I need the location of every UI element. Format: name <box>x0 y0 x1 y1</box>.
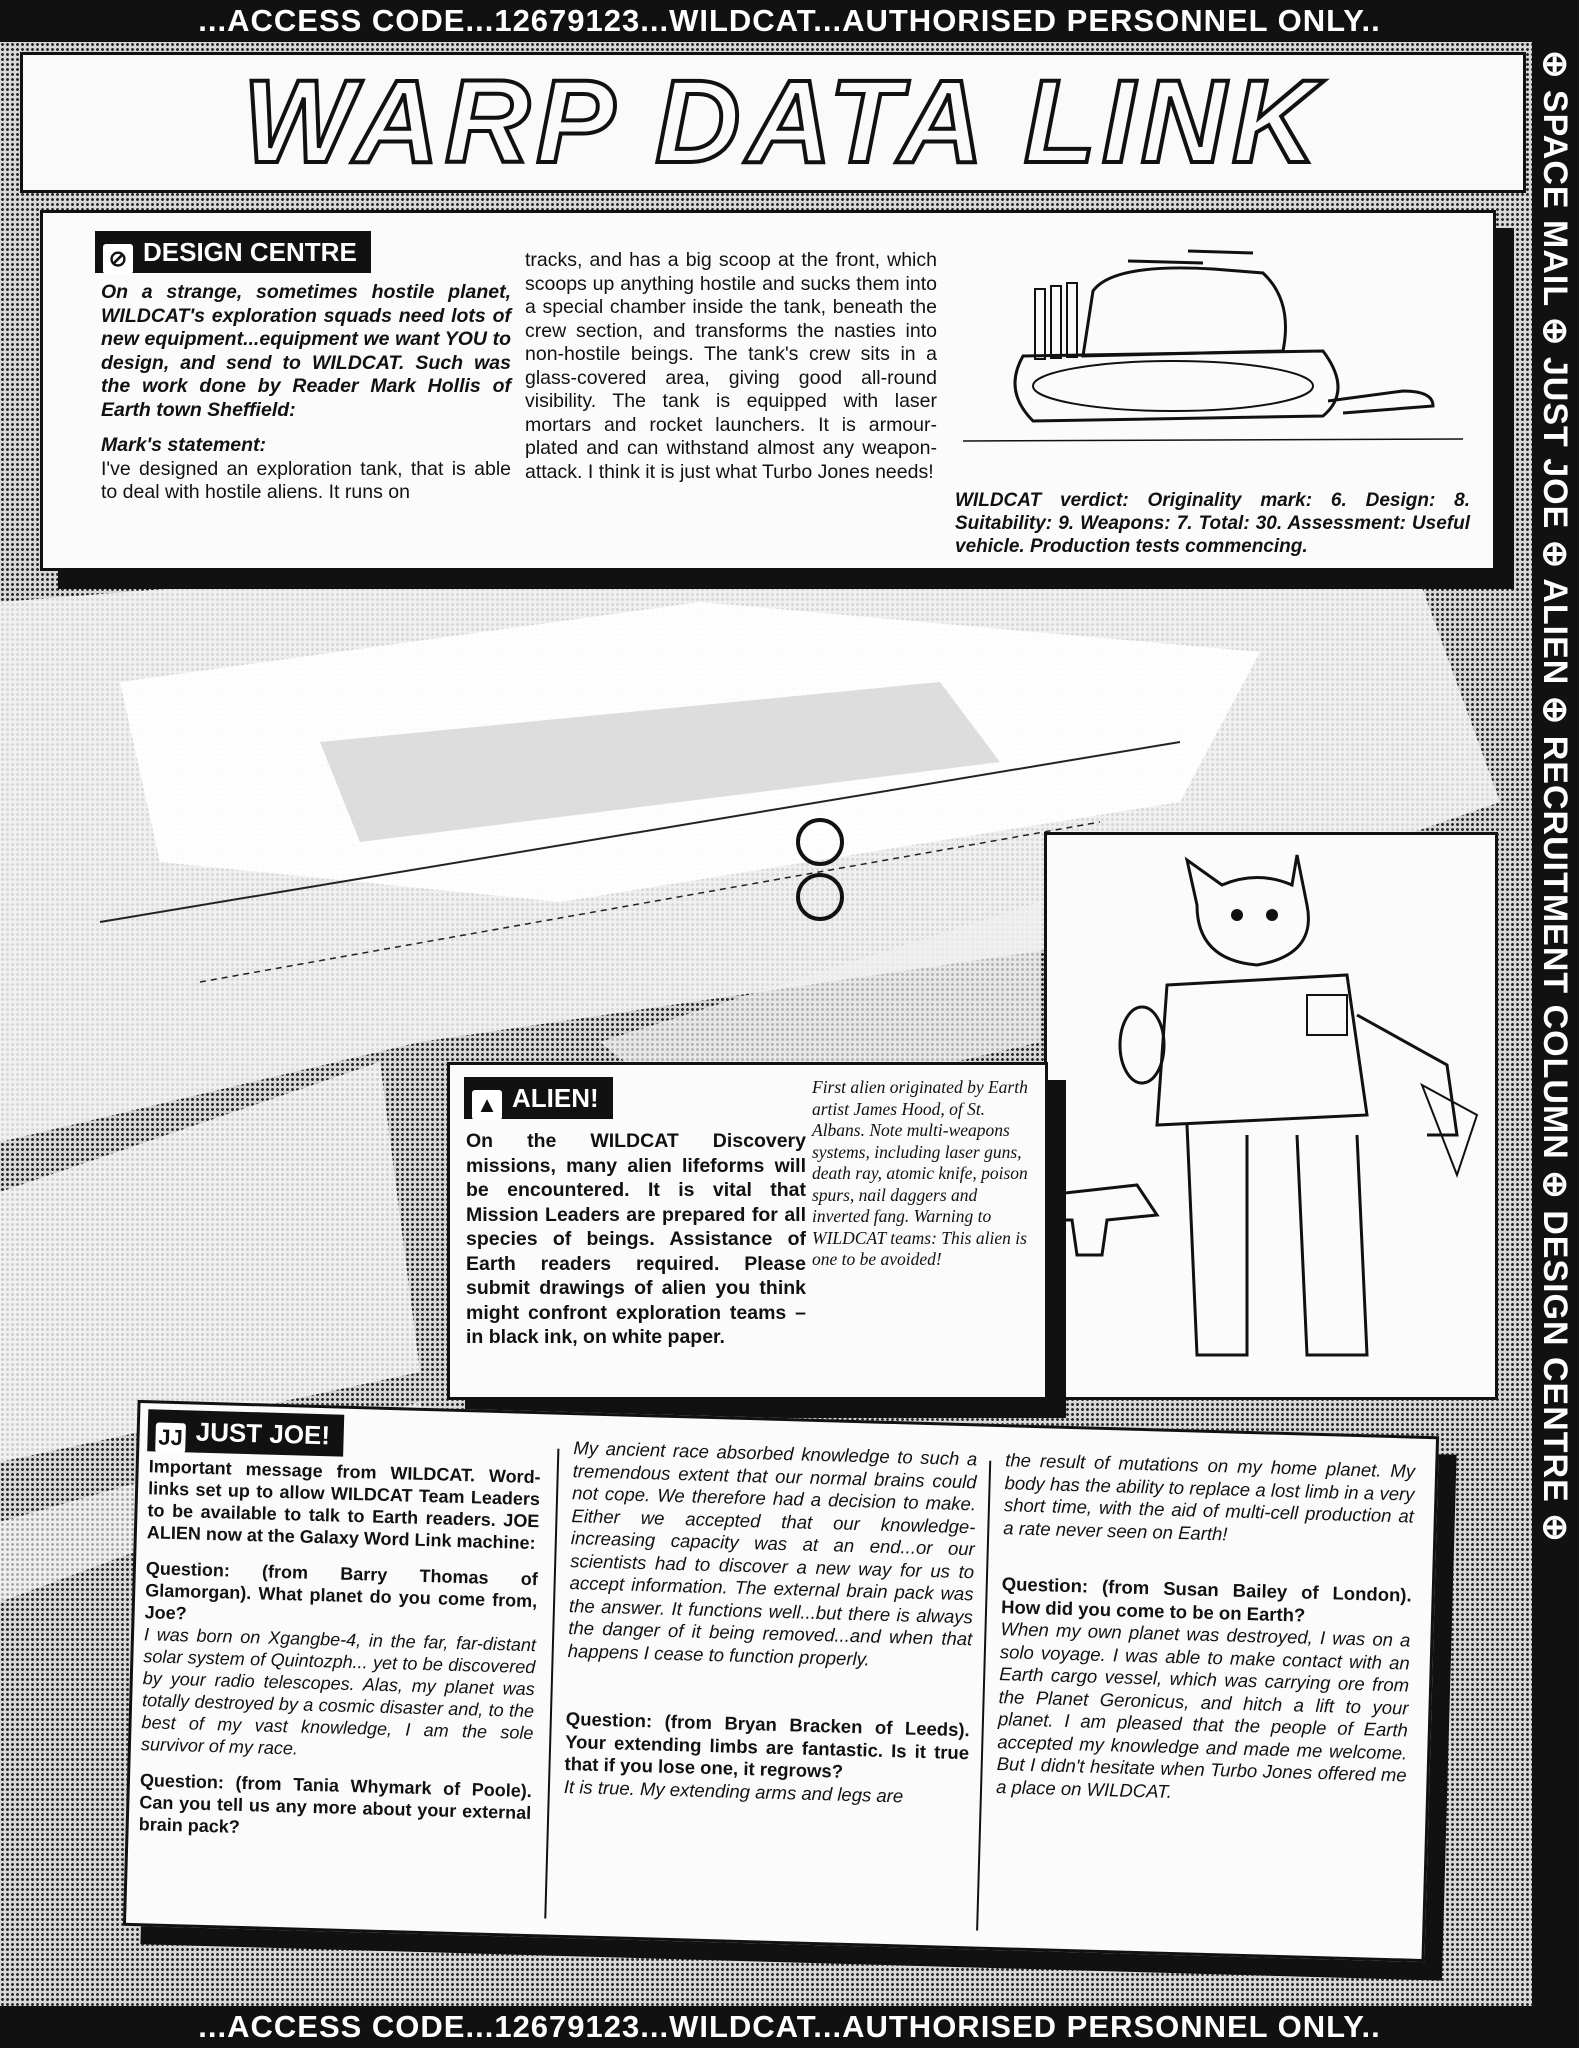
statement-label: Mark's statement: <box>101 434 267 456</box>
question-3: Question: (from Bryan Bracken of Leeds). Your extending limbs are fantastic. Is it true that if you lose one, it regrows? <box>564 1708 971 1782</box>
design-verdict: WILDCAT verdict: Originality mark: 6. Design: 8. Suitability: 9. Weapons: 7. Total: 30. Assessment: Useful vehicle. Production tests commencing. <box>955 490 1470 557</box>
alien-heading <box>464 1077 613 1119</box>
alien-caption: First alien originated by Earth artist James Hood, of St. Albans. Note multi-weapons systems, including laser guns, death ray, atomic knife, poison spurs, nail daggers and inverted fang. Warning to WILDCAT teams: This alien is one to be avoided! <box>812 1077 1028 1269</box>
design-centre-intro: On a strange, sometimes hostile planet, WILDCAT's exploration squads need lots of new equipment...equipment we want YOU to design, and send to WILDCAT. Such was the work done by Reader Mark Hollis of Earth town Sheffield: <box>101 281 511 421</box>
design-centre-column2 <box>525 249 937 484</box>
design-centre-text <box>101 281 511 505</box>
access-code-strip-top: ...ACCESS CODE...12679123...WILDCAT...AUTHORISED PERSONNEL ONLY.. <box>0 0 1579 42</box>
just-joe-column1 <box>138 1455 540 1846</box>
just-joe-heading-label: JUST JOE! <box>195 1416 331 1451</box>
answer-2: My ancient race absorbed knowledge to such a tremendous extent that our normal brains could not cope. We therefore had a decision to make. Either we accepted that our knowledge-increasing capacity was at an end...or our scientists had to discover a new way for us to accept information. The external brain pack was the answer. It functions well...but there is always the danger of it being removed...and when that happens I cease to function properly. <box>567 1437 978 1669</box>
question-4: Question: (from Susan Bailey of London). How did you come to be on Earth? <box>1000 1573 1412 1626</box>
design-centre-panel <box>40 210 1496 571</box>
answer-4: When my own planet was destroyed, I was on a solo voyage. I was able to make contact with an Earth cargo vessel, which was carrying ore from the Planet Geronicus, and hitch a lift to your planet. I am pleased that the people of Earth accepted my knowledge and made me welcome. But I didn't hesitate when Turbo Jones offered me a place on WILDCAT. <box>995 1618 1411 1802</box>
joe-icon: JJ <box>155 1422 186 1453</box>
just-joe-intro: Important message from WILDCAT. Word-links set up to allow WILDCAT Team Leaders to be available to talk to Earth readers. JOE ALIEN now at the Galaxy Word Link machine: <box>146 1456 541 1554</box>
question-1: Question: (from Barry Thomas of Glamorgan). What planet do you come from, Joe? <box>144 1558 539 1624</box>
alien-drawing-panel <box>1044 832 1498 1400</box>
alien-icon: ▲ <box>472 1090 502 1120</box>
answer-3-part1: It is true. My extending arms and legs are <box>563 1775 904 1806</box>
tank-drawing <box>963 241 1483 451</box>
design-centre-heading-label: DESIGN CENTRE <box>143 237 357 267</box>
column-rule-2 <box>976 1461 991 1931</box>
design-icon: ⊘ <box>103 244 133 274</box>
alien-heading-label: ALIEN! <box>512 1083 599 1113</box>
access-code-strip-bottom: ...ACCESS CODE...12679123...WILDCAT...AUTHORISED PERSONNEL ONLY.. <box>0 2006 1579 2048</box>
just-joe-heading <box>147 1409 344 1456</box>
statement-part2: tracks, and has a big scoop at the front, which scoops up anything hostile and sucks them into a special chamber inside the tank, beneath the crew section, and transforms the nasties into non-hostile beings. The tank's crew sits in a glass-covered area, giving good all-round visibility. The tank is equipped with laser mortars and rocket launchers. It is armour-plated and can withstand almost any weapon-attack. I think it is just what Turbo Jones needs! <box>525 249 937 483</box>
answer-1: I was born on Xgangbe-4, in the far, far-distant solar system of Quintozph... yet to be discovered by your radio telescopes. Alas, my planet was totally destroyed by a cosmic disaster and, to the best of my vast knowledge, I am the sole survivor of my race. <box>140 1624 537 1759</box>
section-index-strip <box>1532 42 1579 2006</box>
alien-drawing <box>1047 835 1495 1397</box>
question-2: Question: (from Tania Whymark of Poole). Can you tell us any more about your external brain pack? <box>138 1770 533 1837</box>
alien-panel <box>447 1062 1048 1400</box>
statement-part1: I've designed an exploration tank, that is able to deal with hostile aliens. It runs on <box>101 457 511 503</box>
just-joe-column2 <box>564 1437 978 1809</box>
just-joe-panel <box>123 1400 1439 1962</box>
answer-3-part2: the result of mutations on my home planet. My body has the ability to replace a lost limb in a very short time, with the aid of multi-cell production at a rate never seen on Earth! <box>1003 1449 1416 1544</box>
column-rule-1 <box>544 1449 559 1919</box>
design-centre-heading <box>95 231 371 273</box>
page-title: WARP DATA LINK <box>242 56 1324 188</box>
just-joe-column3 <box>996 1449 1416 1809</box>
section-index-text: ⊕ SPACE MAIL ⊕ JUST JOE ⊕ ALIEN ⊕ RECRUITMENT COLUMN ⊕ DESIGN CENTRE ⊕ <box>1536 50 1574 1543</box>
title-banner <box>20 52 1526 193</box>
alien-body: On the WILDCAT Discovery missions, many alien lifeforms will be encountered. It is vital that Mission Leaders are prepared for all species of beings. Assistance of Earth readers required. Please submit drawings of alien you think might confront exploration teams – in black ink, on white paper. <box>466 1130 806 1348</box>
